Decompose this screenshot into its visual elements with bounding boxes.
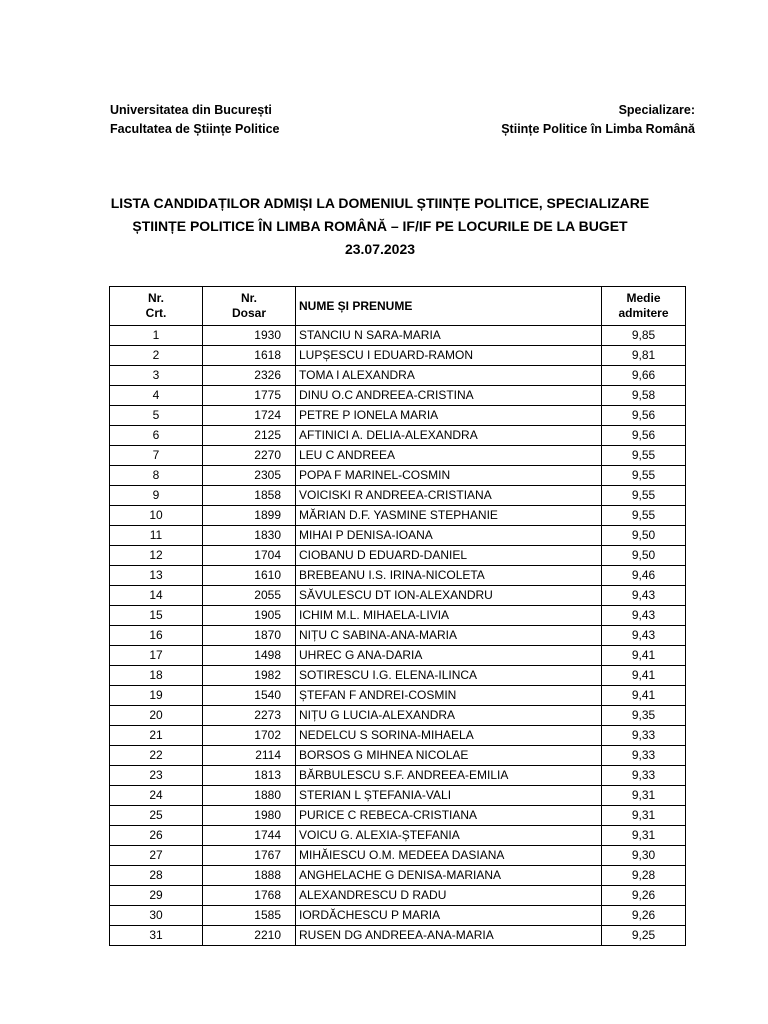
cell-medie: 9,28: [602, 866, 686, 886]
cell-nr-crt: 18: [110, 666, 203, 686]
cell-medie: 9,55: [602, 486, 686, 506]
cell-nr-crt: 6: [110, 426, 203, 446]
cell-name: ICHIM M.L. MIHAELA-LIVIA: [296, 606, 602, 626]
cell-nr-dosar: 2273: [203, 706, 296, 726]
cell-medie: 9,85: [602, 326, 686, 346]
header-nr-crt-line2: Crt.: [145, 306, 167, 320]
header-medie-line1: Medie: [626, 291, 661, 305]
header-name: NUME ȘI PRENUME: [296, 287, 602, 326]
cell-nr-crt: 12: [110, 546, 203, 566]
cell-nr-crt: 17: [110, 646, 203, 666]
cell-nr-dosar: 1610: [203, 566, 296, 586]
cell-nr-dosar: 1858: [203, 486, 296, 506]
cell-medie: 9,43: [602, 606, 686, 626]
cell-nr-crt: 25: [110, 806, 203, 826]
cell-nr-dosar: 2055: [203, 586, 296, 606]
table-row: [110, 606, 686, 626]
cell-name: VOICU G. ALEXIA-ȘTEFANIA: [296, 826, 602, 846]
cell-nr-crt: 19: [110, 686, 203, 706]
cell-medie: 9,26: [602, 906, 686, 926]
header-nr-dosar-line1: Nr.: [240, 291, 257, 305]
cell-name: MIHĂIESCU O.M. MEDEEA DASIANA: [296, 846, 602, 866]
faculty-name: Facultatea de Științe Politice: [110, 122, 280, 136]
cell-nr-dosar: 1744: [203, 826, 296, 846]
title-line-1: LISTA CANDIDAȚILOR ADMIȘI LA DOMENIUL ȘTIINȚE POLITICE, SPECIALIZARE: [110, 195, 650, 211]
cell-name: ANGHELACHE G DENISA-MARIANA: [296, 866, 602, 886]
cell-name: STANCIU N SARA-MARIA: [296, 326, 602, 346]
cell-nr-dosar: 2305: [203, 466, 296, 486]
cell-nr-dosar: 1585: [203, 906, 296, 926]
cell-nr-crt: 21: [110, 726, 203, 746]
header-nr-dosar-line2: Dosar: [231, 306, 266, 320]
cell-nr-dosar: 1870: [203, 626, 296, 646]
cell-name: DINU O.C ANDREEA-CRISTINA: [296, 386, 602, 406]
cell-nr-dosar: 1880: [203, 786, 296, 806]
cell-name: NIȚU G LUCIA-ALEXANDRA: [296, 706, 602, 726]
table-header-row: [110, 287, 686, 326]
cell-name: ȘTEFAN F ANDREI-COSMIN: [296, 686, 602, 706]
cell-nr-dosar: 2210: [203, 926, 296, 946]
cell-medie: 9,33: [602, 746, 686, 766]
cell-medie: 9,31: [602, 786, 686, 806]
cell-nr-dosar: 2114: [203, 746, 296, 766]
cell-medie: 9,31: [602, 826, 686, 846]
cell-name: ALEXANDRESCU D RADU: [296, 886, 602, 906]
table-row: [110, 886, 686, 906]
cell-name: UHREC G ANA-DARIA: [296, 646, 602, 666]
cell-medie: 9,41: [602, 686, 686, 706]
cell-medie: 9,33: [602, 726, 686, 746]
cell-name: STERIAN L ȘTEFANIA-VALI: [296, 786, 602, 806]
cell-name: PETRE P IONELA MARIA: [296, 406, 602, 426]
cell-medie: 9,43: [602, 586, 686, 606]
cell-nr-crt: 2: [110, 346, 203, 366]
cell-name: BREBEANU I.S. IRINA-NICOLETA: [296, 566, 602, 586]
cell-nr-crt: 14: [110, 586, 203, 606]
cell-nr-crt: 30: [110, 906, 203, 926]
cell-name: NEDELCU S SORINA-MIHAELA: [296, 726, 602, 746]
table-row: [110, 766, 686, 786]
cell-name: NIȚU C SABINA-ANA-MARIA: [296, 626, 602, 646]
cell-name: TOMA I ALEXANDRA: [296, 366, 602, 386]
table-row: [110, 586, 686, 606]
table-row: [110, 926, 686, 946]
specialization-value: Științe Politice în Limba Română: [501, 122, 695, 136]
specialization-label: Specializare:: [618, 103, 695, 117]
cell-nr-dosar: 1980: [203, 806, 296, 826]
cell-nr-crt: 31: [110, 926, 203, 946]
cell-name: SĂVULESCU DT ION-ALEXANDRU: [296, 586, 602, 606]
table-row: [110, 386, 686, 406]
cell-medie: 9,81: [602, 346, 686, 366]
cell-nr-crt: 8: [110, 466, 203, 486]
header-medie: [602, 287, 686, 326]
cell-name: POPA F MARINEL-COSMIN: [296, 466, 602, 486]
cell-nr-crt: 16: [110, 626, 203, 646]
cell-nr-dosar: 1724: [203, 406, 296, 426]
table-row: [110, 626, 686, 646]
cell-nr-crt: 3: [110, 366, 203, 386]
cell-nr-crt: 10: [110, 506, 203, 526]
table-row: [110, 786, 686, 806]
cell-nr-crt: 23: [110, 766, 203, 786]
cell-nr-dosar: 2326: [203, 366, 296, 386]
cell-nr-crt: 5: [110, 406, 203, 426]
cell-nr-dosar: 1498: [203, 646, 296, 666]
cell-nr-dosar: 1982: [203, 666, 296, 686]
table-row: [110, 506, 686, 526]
table-row: [110, 746, 686, 766]
cell-nr-crt: 11: [110, 526, 203, 546]
cell-nr-dosar: 1702: [203, 726, 296, 746]
cell-nr-dosar: 1767: [203, 846, 296, 866]
university-name: Universitatea din București: [110, 103, 272, 117]
table-row: [110, 726, 686, 746]
cell-nr-crt: 26: [110, 826, 203, 846]
cell-nr-dosar: 1830: [203, 526, 296, 546]
cell-nr-dosar: 1813: [203, 766, 296, 786]
cell-nr-crt: 20: [110, 706, 203, 726]
table-row: [110, 326, 686, 346]
cell-nr-dosar: 1899: [203, 506, 296, 526]
document-title: [60, 192, 700, 261]
cell-nr-dosar: 1618: [203, 346, 296, 366]
table-row: [110, 666, 686, 686]
header-nr-crt: [110, 287, 203, 326]
cell-medie: 9,33: [602, 766, 686, 786]
cell-nr-dosar: 1704: [203, 546, 296, 566]
specialization-header: [501, 101, 695, 139]
cell-medie: 9,35: [602, 706, 686, 726]
cell-medie: 9,41: [602, 666, 686, 686]
table-row: [110, 646, 686, 666]
cell-name: BĂRBULESCU S.F. ANDREEA-EMILIA: [296, 766, 602, 786]
table-row: [110, 826, 686, 846]
cell-nr-crt: 9: [110, 486, 203, 506]
cell-name: LEU C ANDREEA: [296, 446, 602, 466]
table-row: [110, 806, 686, 826]
table-row: [110, 426, 686, 446]
cell-name: IORDĂCHESCU P MARIA: [296, 906, 602, 926]
admitted-candidates-table: [109, 286, 686, 946]
cell-medie: 9,50: [602, 526, 686, 546]
cell-medie: 9,66: [602, 366, 686, 386]
cell-name: AFTINICI A. DELIA-ALEXANDRA: [296, 426, 602, 446]
cell-medie: 9,55: [602, 506, 686, 526]
institution-header: [110, 101, 280, 139]
cell-name: RUSEN DG ANDREEA-ANA-MARIA: [296, 926, 602, 946]
table-row: [110, 566, 686, 586]
cell-medie: 9,46: [602, 566, 686, 586]
cell-name: SOTIRESCU I.G. ELENA-ILINCA: [296, 666, 602, 686]
table-row: [110, 446, 686, 466]
table-row: [110, 706, 686, 726]
cell-medie: 9,31: [602, 806, 686, 826]
cell-nr-dosar: 2125: [203, 426, 296, 446]
table-row: [110, 526, 686, 546]
table-row: [110, 686, 686, 706]
table-row: [110, 906, 686, 926]
title-line-2: ȘTIINȚE POLITICE ÎN LIMBA ROMÂNĂ – IF/IF PE LOCURILE DE LA BUGET: [132, 218, 628, 234]
cell-nr-crt: 1: [110, 326, 203, 346]
title-date: 23.07.2023: [344, 241, 416, 257]
table-row: [110, 346, 686, 366]
cell-nr-dosar: 1905: [203, 606, 296, 626]
cell-nr-crt: 27: [110, 846, 203, 866]
cell-medie: 9,55: [602, 466, 686, 486]
table-row: [110, 366, 686, 386]
cell-name: MIHAI P DENISA-IOANA: [296, 526, 602, 546]
cell-medie: 9,58: [602, 386, 686, 406]
table-row: [110, 406, 686, 426]
cell-nr-dosar: 1540: [203, 686, 296, 706]
table-row: [110, 466, 686, 486]
cell-nr-crt: 15: [110, 606, 203, 626]
cell-name: LUPȘESCU I EDUARD-RAMON: [296, 346, 602, 366]
cell-medie: 9,43: [602, 626, 686, 646]
cell-medie: 9,50: [602, 546, 686, 566]
cell-medie: 9,25: [602, 926, 686, 946]
cell-nr-dosar: 1888: [203, 866, 296, 886]
table-row: [110, 866, 686, 886]
cell-medie: 9,26: [602, 886, 686, 906]
cell-name: MĂRIAN D.F. YASMINE STEPHANIE: [296, 506, 602, 526]
header-nr-crt-line1: Nr.: [147, 291, 164, 305]
cell-nr-crt: 29: [110, 886, 203, 906]
cell-nr-dosar: 2270: [203, 446, 296, 466]
cell-nr-crt: 13: [110, 566, 203, 586]
cell-name: CIOBANU D EDUARD-DANIEL: [296, 546, 602, 566]
cell-nr-crt: 28: [110, 866, 203, 886]
cell-medie: 9,56: [602, 426, 686, 446]
cell-nr-dosar: 1930: [203, 326, 296, 346]
cell-nr-dosar: 1775: [203, 386, 296, 406]
cell-name: BORSOS G MIHNEA NICOLAE: [296, 746, 602, 766]
cell-medie: 9,56: [602, 406, 686, 426]
header-medie-line2: admitere: [618, 306, 669, 320]
cell-nr-crt: 24: [110, 786, 203, 806]
cell-medie: 9,55: [602, 446, 686, 466]
cell-nr-dosar: 1768: [203, 886, 296, 906]
cell-nr-crt: 22: [110, 746, 203, 766]
header-nr-dosar: [203, 287, 296, 326]
table-row: [110, 486, 686, 506]
cell-nr-crt: 4: [110, 386, 203, 406]
table-row: [110, 846, 686, 866]
cell-medie: 9,41: [602, 646, 686, 666]
table-row: [110, 546, 686, 566]
cell-medie: 9,30: [602, 846, 686, 866]
cell-name: VOICISKI R ANDREEA-CRISTIANA: [296, 486, 602, 506]
cell-name: PURICE C REBECA-CRISTIANA: [296, 806, 602, 826]
cell-nr-crt: 7: [110, 446, 203, 466]
